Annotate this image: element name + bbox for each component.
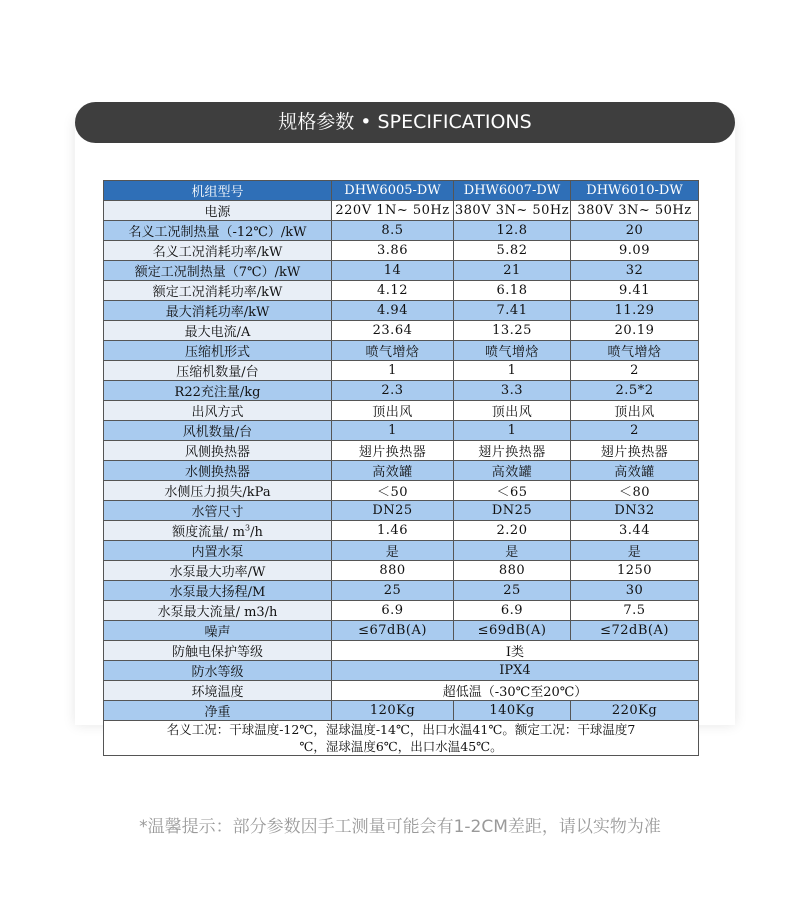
table-header-row — [104, 181, 699, 201]
table-row — [104, 681, 699, 701]
merged-value-cell: I类 — [332, 641, 699, 661]
value-cell: 23.64 — [332, 321, 454, 341]
row-label: 水泵最大扬程/M — [104, 581, 332, 601]
row-label: 额定工况制热量（7℃）/kW — [104, 261, 332, 281]
row-label-superscript: 3 — [244, 523, 251, 533]
value-cell: 4.94 — [332, 301, 454, 321]
table-row — [104, 521, 699, 541]
value-cell: 3.86 — [332, 241, 454, 261]
value-cell: 顶出风 — [571, 401, 699, 421]
row-label: 内置水泵 — [104, 541, 332, 561]
value-cell: 高效罐 — [332, 461, 454, 481]
value-cell: 9.41 — [571, 281, 699, 301]
value-cell: ＜80 — [571, 481, 699, 501]
value-cell: 4.12 — [332, 281, 454, 301]
value-cell: ≤69dB(A) — [454, 621, 571, 641]
value-cell: 是 — [571, 541, 699, 561]
row-label: 水管尺寸 — [104, 501, 332, 521]
row-label: 最大电流/A — [104, 321, 332, 341]
value-cell: 是 — [454, 541, 571, 561]
row-label: 水泵最大功率/W — [104, 561, 332, 581]
note-line: 名义工况：干球温度-12℃，湿球温度-14℃，出口水温41℃。额定工况：干球温度7 — [166, 722, 636, 737]
value-cell: 翅片换热器 — [571, 441, 699, 461]
merged-value-cell: IPX4 — [332, 661, 699, 681]
value-cell: 6.18 — [454, 281, 571, 301]
row-label: 水侧压力损失/kPa — [104, 481, 332, 501]
value-cell: 30 — [571, 581, 699, 601]
table-row — [104, 381, 699, 401]
row-label: 防水等级 — [104, 661, 332, 681]
header-cell: DHW6005-DW — [332, 181, 454, 201]
row-label: 风侧换热器 — [104, 441, 332, 461]
disclaimer-tip: *温馨提示：部分参数因手工测量可能会有1-2CM差距，请以实物为准 — [139, 817, 661, 837]
row-label: 风机数量/台 — [104, 421, 332, 441]
value-cell: 5.82 — [454, 241, 571, 261]
value-cell: 1 — [454, 421, 571, 441]
value-cell: 2 — [571, 421, 699, 441]
value-cell: 880 — [332, 561, 454, 581]
row-label: 水侧换热器 — [104, 461, 332, 481]
value-cell: 3.3 — [454, 381, 571, 401]
header-cell: DHW6010-DW — [571, 181, 699, 201]
value-cell: 喷气增焓 — [454, 341, 571, 361]
table-row — [104, 461, 699, 481]
value-cell: 高效罐 — [454, 461, 571, 481]
conditions-note — [104, 721, 699, 756]
value-cell: 翅片换热器 — [454, 441, 571, 461]
value-cell: 220Kg — [571, 701, 699, 721]
table-row — [104, 621, 699, 641]
value-cell: 9.09 — [571, 241, 699, 261]
value-cell: 140Kg — [454, 701, 571, 721]
value-cell: 是 — [332, 541, 454, 561]
row-label-part: 额度流量/ m — [172, 525, 245, 540]
value-cell: 顶出风 — [454, 401, 571, 421]
table-row — [104, 301, 699, 321]
value-cell: 1 — [332, 421, 454, 441]
header-cell: 机组型号 — [104, 181, 332, 201]
row-label: 净重 — [104, 701, 332, 721]
row-label: 压缩机数量/台 — [104, 361, 332, 381]
value-cell: 120Kg — [332, 701, 454, 721]
value-cell: 380V 3N~ 50Hz — [571, 201, 699, 221]
table-row — [104, 401, 699, 421]
section-banner: 规格参数 • SPECIFICATIONS — [75, 102, 735, 143]
value-cell: 14 — [332, 261, 454, 281]
table-row — [104, 421, 699, 441]
row-label: 压缩机形式 — [104, 341, 332, 361]
value-cell: 21 — [454, 261, 571, 281]
row-label: 额定工况消耗功率/kW — [104, 281, 332, 301]
value-cell: 25 — [454, 581, 571, 601]
value-cell: DN25 — [332, 501, 454, 521]
table-row — [104, 701, 699, 721]
value-cell: 220V 1N~ 50Hz — [332, 201, 454, 221]
table-row — [104, 281, 699, 301]
header-cell: DHW6007-DW — [454, 181, 571, 201]
table-row — [104, 241, 699, 261]
table-row — [104, 361, 699, 381]
value-cell: ＜65 — [454, 481, 571, 501]
value-cell: 1 — [454, 361, 571, 381]
table-row — [104, 321, 699, 341]
value-cell: 20 — [571, 221, 699, 241]
value-cell: ＜50 — [332, 481, 454, 501]
value-cell: 7.41 — [454, 301, 571, 321]
value-cell: 7.5 — [571, 601, 699, 621]
value-cell: 1250 — [571, 561, 699, 581]
table-row — [104, 501, 699, 521]
table-row — [104, 541, 699, 561]
value-cell: 1 — [332, 361, 454, 381]
table-row — [104, 341, 699, 361]
table-row — [104, 221, 699, 241]
value-cell: ≤72dB(A) — [571, 621, 699, 641]
table-row — [104, 261, 699, 281]
note-line: ℃，湿球温度6℃，出口水温45℃。 — [299, 739, 503, 754]
value-cell: 20.19 — [571, 321, 699, 341]
table-row — [104, 661, 699, 681]
row-label: 电源 — [104, 201, 332, 221]
note-row — [104, 721, 699, 756]
table-row — [104, 201, 699, 221]
value-cell: 高效罐 — [571, 461, 699, 481]
value-cell: 380V 3N~ 50Hz — [454, 201, 571, 221]
value-cell: 880 — [454, 561, 571, 581]
value-cell: 32 — [571, 261, 699, 281]
row-label: 防触电保护等级 — [104, 641, 332, 661]
value-cell: 喷气增焓 — [571, 341, 699, 361]
value-cell: 喷气增焓 — [332, 341, 454, 361]
row-label: 最大消耗功率/kW — [104, 301, 332, 321]
row-label: 出风方式 — [104, 401, 332, 421]
value-cell: 11.29 — [571, 301, 699, 321]
row-label: 名义工况消耗功率/kW — [104, 241, 332, 261]
value-cell: 8.5 — [332, 221, 454, 241]
value-cell: 2 — [571, 361, 699, 381]
value-cell: DN25 — [454, 501, 571, 521]
value-cell: 2.20 — [454, 521, 571, 541]
value-cell: 3.44 — [571, 521, 699, 541]
value-cell: ≤67dB(A) — [332, 621, 454, 641]
value-cell: 12.8 — [454, 221, 571, 241]
value-cell: 顶出风 — [332, 401, 454, 421]
merged-value-cell: 超低温（-30℃至20℃） — [332, 681, 699, 701]
row-label-part: /h — [250, 525, 263, 540]
table-row — [104, 581, 699, 601]
row-label: 噪声 — [104, 621, 332, 641]
table-row — [104, 641, 699, 661]
row-label: R22充注量/kg — [104, 381, 332, 401]
value-cell: 翅片换热器 — [332, 441, 454, 461]
table-row — [104, 561, 699, 581]
value-cell: 1.46 — [332, 521, 454, 541]
row-label: 环境温度 — [104, 681, 332, 701]
table-row — [104, 481, 699, 501]
row-label: 水泵最大流量/ m3/h — [104, 601, 332, 621]
value-cell: DN32 — [571, 501, 699, 521]
table-row — [104, 441, 699, 461]
spec-table — [103, 180, 699, 756]
value-cell: 13.25 — [454, 321, 571, 341]
row-label — [104, 521, 332, 541]
row-label: 名义工况制热量（-12℃）/kW — [104, 221, 332, 241]
table-row — [104, 601, 699, 621]
value-cell: 2.3 — [332, 381, 454, 401]
value-cell: 2.5*2 — [571, 381, 699, 401]
value-cell: 6.9 — [454, 601, 571, 621]
value-cell: 25 — [332, 581, 454, 601]
value-cell: 6.9 — [332, 601, 454, 621]
